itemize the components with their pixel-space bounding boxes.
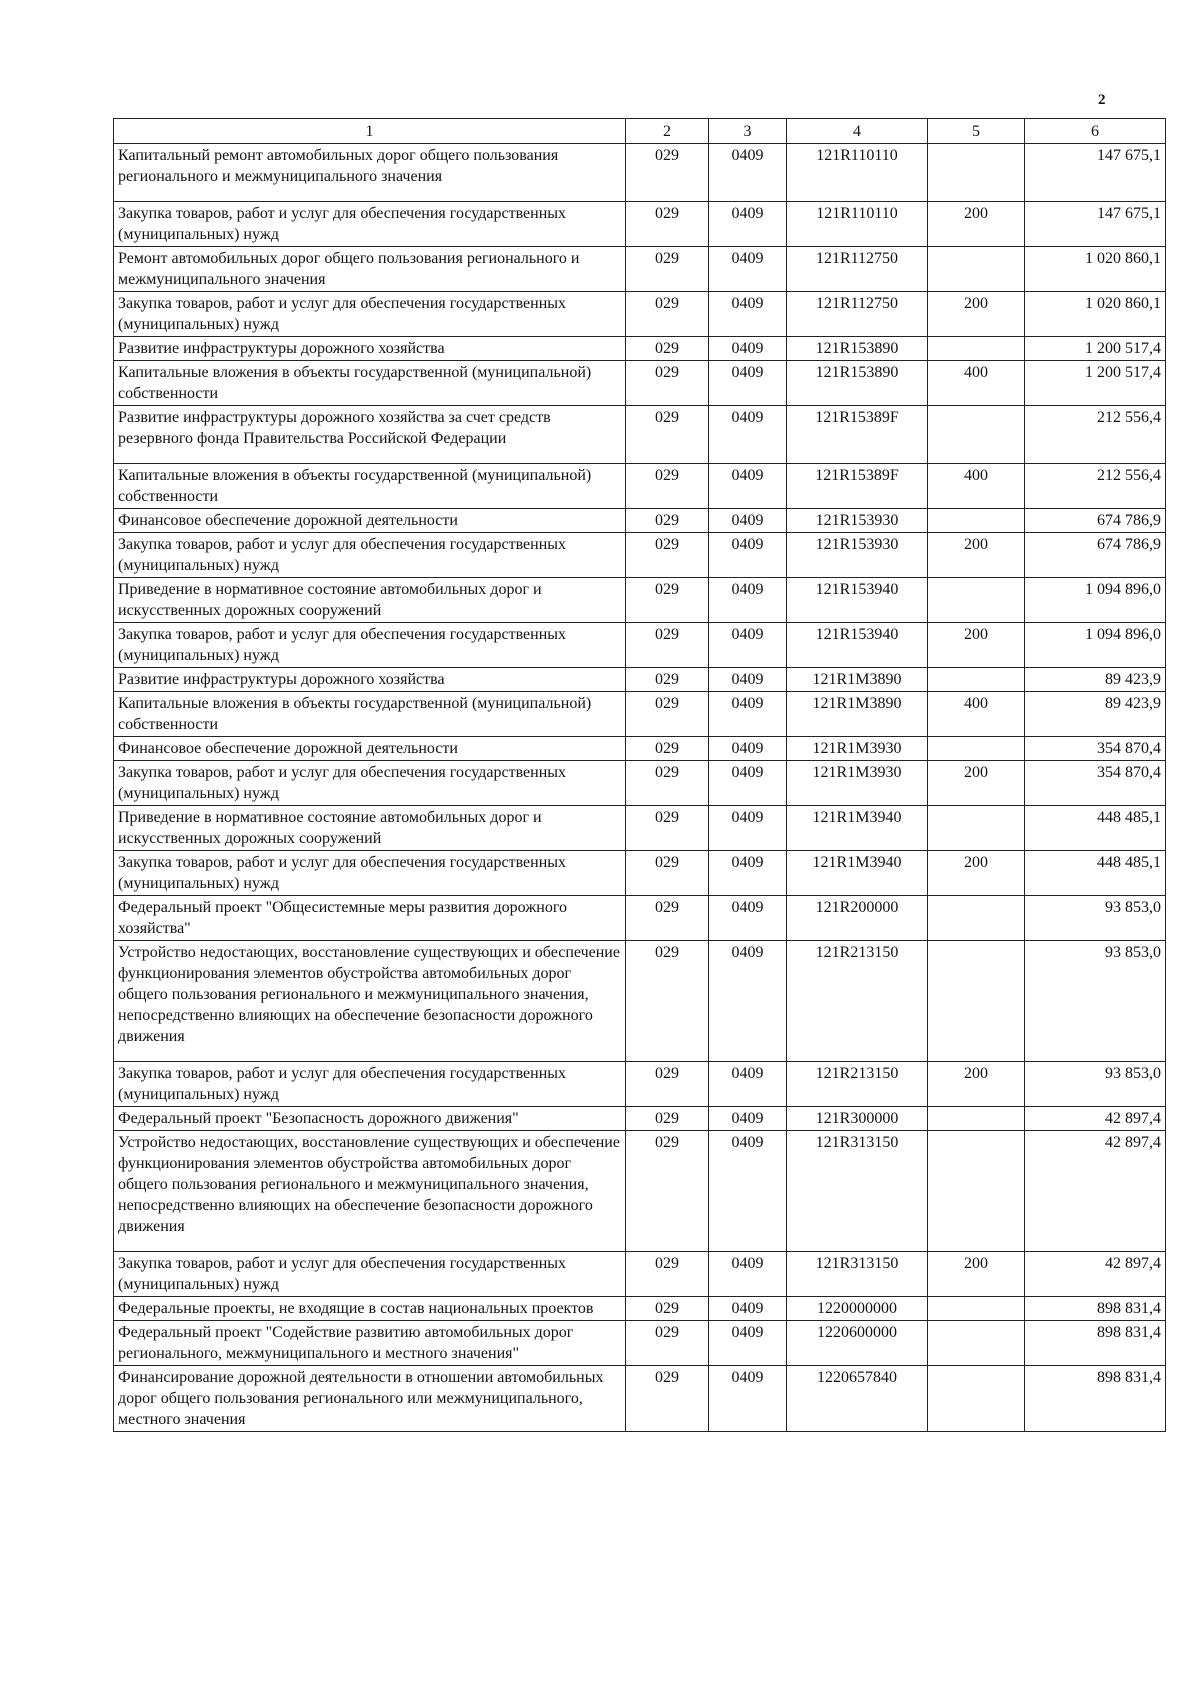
table-row bbox=[114, 464, 1166, 509]
row-target-article-cell: 121R15389F bbox=[787, 464, 928, 509]
row-target-article-cell: 121R313150 bbox=[787, 1252, 928, 1297]
row-expense-type-cell bbox=[928, 1107, 1025, 1131]
row-target-article-cell: 121R112750 bbox=[787, 292, 928, 337]
row-section-code-cell: 0409 bbox=[709, 1297, 787, 1321]
row-name-cell: Развитие инфраструктуры дорожного хозяйства bbox=[114, 668, 626, 692]
row-target-article-cell: 121R300000 bbox=[787, 1107, 928, 1131]
row-name-cell: Федеральные проекты, не входящие в состав национальных проектов bbox=[114, 1297, 626, 1321]
row-target-article-cell: 121R153930 bbox=[787, 509, 928, 533]
column-header: 5 bbox=[928, 119, 1025, 144]
row-name-cell: Закупка товаров, работ и услуг для обеспечения государственных (муниципальных) нужд bbox=[114, 292, 626, 337]
table-row bbox=[114, 623, 1166, 668]
row-expense-type-cell bbox=[928, 509, 1025, 533]
table-row bbox=[114, 737, 1166, 761]
budget-table bbox=[113, 118, 1166, 1432]
row-amount-cell: 1 094 896,0 bbox=[1025, 623, 1166, 668]
row-target-article-cell: 121R110110 bbox=[787, 202, 928, 247]
column-header: 4 bbox=[787, 119, 928, 144]
row-name-cell: Капитальный ремонт автомобильных дорог общего пользования регионального и межмуниципального значения bbox=[114, 144, 626, 202]
table-row bbox=[114, 578, 1166, 623]
table-row bbox=[114, 1321, 1166, 1366]
table-row bbox=[114, 247, 1166, 292]
row-amount-cell: 93 853,0 bbox=[1025, 941, 1166, 1062]
table-body bbox=[114, 144, 1166, 1432]
row-expense-type-cell: 200 bbox=[928, 533, 1025, 578]
row-amount-cell: 898 831,4 bbox=[1025, 1297, 1166, 1321]
row-target-article-cell: 121R153930 bbox=[787, 533, 928, 578]
row-target-article-cell: 1220657840 bbox=[787, 1366, 928, 1432]
row-section-code-cell: 0409 bbox=[709, 668, 787, 692]
row-ministry-code-cell: 029 bbox=[626, 1366, 709, 1432]
row-name-cell: Приведение в нормативное состояние автомобильных дорог и искусственных дорожных сооружений bbox=[114, 578, 626, 623]
row-name-cell: Федеральный проект "Общесистемные меры развития дорожного хозяйства" bbox=[114, 896, 626, 941]
row-ministry-code-cell: 029 bbox=[626, 1062, 709, 1107]
row-expense-type-cell bbox=[928, 1131, 1025, 1252]
row-ministry-code-cell: 029 bbox=[626, 737, 709, 761]
row-ministry-code-cell: 029 bbox=[626, 464, 709, 509]
table-row bbox=[114, 1107, 1166, 1131]
row-name-cell: Ремонт автомобильных дорог общего пользования регионального и межмуниципального значения bbox=[114, 247, 626, 292]
page-number: 2 bbox=[1098, 92, 1106, 108]
row-section-code-cell: 0409 bbox=[709, 202, 787, 247]
row-target-article-cell: 121R15389F bbox=[787, 406, 928, 464]
row-ministry-code-cell: 029 bbox=[626, 806, 709, 851]
table-row bbox=[114, 292, 1166, 337]
table-row bbox=[114, 202, 1166, 247]
row-name-cell: Устройство недостающих, восстановление существующих и обеспечение функционирования элементов обустройства автомобильных дорог общего пользования регионального и межмуниципального значения, непосредственно влияющих на обеспечение безопасности дорожного движения bbox=[114, 1131, 626, 1252]
row-section-code-cell: 0409 bbox=[709, 1131, 787, 1252]
row-target-article-cell: 121R1M3930 bbox=[787, 761, 928, 806]
row-ministry-code-cell: 029 bbox=[626, 896, 709, 941]
row-amount-cell: 448 485,1 bbox=[1025, 806, 1166, 851]
row-target-article-cell: 121R1M3890 bbox=[787, 668, 928, 692]
row-expense-type-cell bbox=[928, 1321, 1025, 1366]
row-section-code-cell: 0409 bbox=[709, 144, 787, 202]
row-amount-cell: 42 897,4 bbox=[1025, 1131, 1166, 1252]
row-target-article-cell: 121R153940 bbox=[787, 578, 928, 623]
column-header: 3 bbox=[709, 119, 787, 144]
row-amount-cell: 93 853,0 bbox=[1025, 896, 1166, 941]
row-ministry-code-cell: 029 bbox=[626, 692, 709, 737]
row-amount-cell: 89 423,9 bbox=[1025, 692, 1166, 737]
row-ministry-code-cell: 029 bbox=[626, 202, 709, 247]
table-row bbox=[114, 1131, 1166, 1252]
row-expense-type-cell bbox=[928, 668, 1025, 692]
table-row bbox=[114, 1252, 1166, 1297]
row-section-code-cell: 0409 bbox=[709, 761, 787, 806]
row-ministry-code-cell: 029 bbox=[626, 533, 709, 578]
row-expense-type-cell: 200 bbox=[928, 761, 1025, 806]
row-ministry-code-cell: 029 bbox=[626, 1107, 709, 1131]
table-row bbox=[114, 896, 1166, 941]
table-row bbox=[114, 761, 1166, 806]
row-target-article-cell: 121R200000 bbox=[787, 896, 928, 941]
row-amount-cell: 42 897,4 bbox=[1025, 1107, 1166, 1131]
row-expense-type-cell: 200 bbox=[928, 851, 1025, 896]
row-name-cell: Закупка товаров, работ и услуг для обеспечения государственных (муниципальных) нужд bbox=[114, 761, 626, 806]
row-amount-cell: 42 897,4 bbox=[1025, 1252, 1166, 1297]
row-expense-type-cell bbox=[928, 247, 1025, 292]
table-row bbox=[114, 361, 1166, 406]
row-amount-cell: 898 831,4 bbox=[1025, 1366, 1166, 1432]
row-name-cell: Закупка товаров, работ и услуг для обеспечения государственных (муниципальных) нужд bbox=[114, 1062, 626, 1107]
row-ministry-code-cell: 029 bbox=[626, 761, 709, 806]
row-target-article-cell: 121R213150 bbox=[787, 941, 928, 1062]
row-expense-type-cell bbox=[928, 941, 1025, 1062]
row-ministry-code-cell: 029 bbox=[626, 292, 709, 337]
table-row bbox=[114, 144, 1166, 202]
table-row bbox=[114, 668, 1166, 692]
row-section-code-cell: 0409 bbox=[709, 361, 787, 406]
row-expense-type-cell bbox=[928, 337, 1025, 361]
row-amount-cell: 1 094 896,0 bbox=[1025, 578, 1166, 623]
row-expense-type-cell bbox=[928, 578, 1025, 623]
row-expense-type-cell: 200 bbox=[928, 292, 1025, 337]
row-target-article-cell: 121R213150 bbox=[787, 1062, 928, 1107]
row-ministry-code-cell: 029 bbox=[626, 144, 709, 202]
row-ministry-code-cell: 029 bbox=[626, 406, 709, 464]
row-expense-type-cell: 400 bbox=[928, 361, 1025, 406]
row-section-code-cell: 0409 bbox=[709, 1321, 787, 1366]
row-ministry-code-cell: 029 bbox=[626, 247, 709, 292]
row-name-cell: Финансовое обеспечение дорожной деятельности bbox=[114, 509, 626, 533]
header-row bbox=[114, 119, 1166, 144]
row-name-cell: Финансирование дорожной деятельности в отношении автомобильных дорог общего пользования регионального или межмуниципального, местного значения bbox=[114, 1366, 626, 1432]
row-target-article-cell: 121R1M3930 bbox=[787, 737, 928, 761]
row-amount-cell: 93 853,0 bbox=[1025, 1062, 1166, 1107]
row-target-article-cell: 121R153940 bbox=[787, 623, 928, 668]
row-target-article-cell: 121R1M3940 bbox=[787, 806, 928, 851]
row-section-code-cell: 0409 bbox=[709, 1107, 787, 1131]
row-section-code-cell: 0409 bbox=[709, 806, 787, 851]
table-row bbox=[114, 406, 1166, 464]
row-section-code-cell: 0409 bbox=[709, 623, 787, 668]
row-target-article-cell: 1220000000 bbox=[787, 1297, 928, 1321]
row-section-code-cell: 0409 bbox=[709, 896, 787, 941]
row-section-code-cell: 0409 bbox=[709, 851, 787, 896]
row-target-article-cell: 121R1M3940 bbox=[787, 851, 928, 896]
table-row bbox=[114, 941, 1166, 1062]
row-ministry-code-cell: 029 bbox=[626, 623, 709, 668]
table-row bbox=[114, 509, 1166, 533]
table-row bbox=[114, 692, 1166, 737]
row-amount-cell: 674 786,9 bbox=[1025, 509, 1166, 533]
row-section-code-cell: 0409 bbox=[709, 1252, 787, 1297]
row-amount-cell: 354 870,4 bbox=[1025, 761, 1166, 806]
row-section-code-cell: 0409 bbox=[709, 1366, 787, 1432]
row-ministry-code-cell: 029 bbox=[626, 337, 709, 361]
row-name-cell: Закупка товаров, работ и услуг для обеспечения государственных (муниципальных) нужд bbox=[114, 202, 626, 247]
row-expense-type-cell: 200 bbox=[928, 1252, 1025, 1297]
table-row bbox=[114, 1062, 1166, 1107]
row-section-code-cell: 0409 bbox=[709, 509, 787, 533]
row-expense-type-cell: 400 bbox=[928, 464, 1025, 509]
row-name-cell: Развитие инфраструктуры дорожного хозяйства bbox=[114, 337, 626, 361]
table-row bbox=[114, 533, 1166, 578]
row-expense-type-cell: 400 bbox=[928, 692, 1025, 737]
row-target-article-cell: 121R110110 bbox=[787, 144, 928, 202]
row-expense-type-cell bbox=[928, 896, 1025, 941]
row-ministry-code-cell: 029 bbox=[626, 668, 709, 692]
column-header: 6 bbox=[1025, 119, 1166, 144]
row-amount-cell: 147 675,1 bbox=[1025, 144, 1166, 202]
row-amount-cell: 89 423,9 bbox=[1025, 668, 1166, 692]
row-ministry-code-cell: 029 bbox=[626, 941, 709, 1062]
row-ministry-code-cell: 029 bbox=[626, 578, 709, 623]
row-amount-cell: 1 200 517,4 bbox=[1025, 337, 1166, 361]
row-name-cell: Устройство недостающих, восстановление существующих и обеспечение функционирования элементов обустройства автомобильных дорог общего пользования регионального и межмуниципального значения, непосредственно влияющих на обеспечение безопасности дорожного движения bbox=[114, 941, 626, 1062]
table-row bbox=[114, 337, 1166, 361]
row-name-cell: Финансовое обеспечение дорожной деятельности bbox=[114, 737, 626, 761]
row-name-cell: Закупка товаров, работ и услуг для обеспечения государственных (муниципальных) нужд bbox=[114, 623, 626, 668]
row-target-article-cell: 121R313150 bbox=[787, 1131, 928, 1252]
row-expense-type-cell: 200 bbox=[928, 623, 1025, 668]
row-expense-type-cell bbox=[928, 806, 1025, 851]
row-ministry-code-cell: 029 bbox=[626, 1131, 709, 1252]
row-ministry-code-cell: 029 bbox=[626, 509, 709, 533]
row-name-cell: Закупка товаров, работ и услуг для обеспечения государственных (муниципальных) нужд bbox=[114, 851, 626, 896]
row-ministry-code-cell: 029 bbox=[626, 361, 709, 406]
row-name-cell: Закупка товаров, работ и услуг для обеспечения государственных (муниципальных) нужд bbox=[114, 533, 626, 578]
row-amount-cell: 354 870,4 bbox=[1025, 737, 1166, 761]
column-header: 2 bbox=[626, 119, 709, 144]
row-name-cell: Федеральный проект "Безопасность дорожного движения" bbox=[114, 1107, 626, 1131]
row-target-article-cell: 121R153890 bbox=[787, 337, 928, 361]
row-section-code-cell: 0409 bbox=[709, 692, 787, 737]
row-amount-cell: 1 020 860,1 bbox=[1025, 292, 1166, 337]
row-name-cell: Развитие инфраструктуры дорожного хозяйства за счет средств резервного фонда Правительства Российской Федерации bbox=[114, 406, 626, 464]
row-amount-cell: 212 556,4 bbox=[1025, 464, 1166, 509]
row-expense-type-cell bbox=[928, 1366, 1025, 1432]
row-ministry-code-cell: 029 bbox=[626, 1321, 709, 1366]
row-section-code-cell: 0409 bbox=[709, 337, 787, 361]
row-amount-cell: 674 786,9 bbox=[1025, 533, 1166, 578]
row-amount-cell: 147 675,1 bbox=[1025, 202, 1166, 247]
row-ministry-code-cell: 029 bbox=[626, 1297, 709, 1321]
row-name-cell: Приведение в нормативное состояние автомобильных дорог и искусственных дорожных сооружений bbox=[114, 806, 626, 851]
table-row bbox=[114, 1297, 1166, 1321]
row-expense-type-cell bbox=[928, 144, 1025, 202]
row-amount-cell: 1 200 517,4 bbox=[1025, 361, 1166, 406]
row-amount-cell: 448 485,1 bbox=[1025, 851, 1166, 896]
row-section-code-cell: 0409 bbox=[709, 737, 787, 761]
row-name-cell: Капитальные вложения в объекты государственной (муниципальной) собственности bbox=[114, 464, 626, 509]
row-section-code-cell: 0409 bbox=[709, 406, 787, 464]
row-name-cell: Капитальные вложения в объекты государственной (муниципальной) собственности bbox=[114, 361, 626, 406]
row-target-article-cell: 121R1M3890 bbox=[787, 692, 928, 737]
row-section-code-cell: 0409 bbox=[709, 292, 787, 337]
row-section-code-cell: 0409 bbox=[709, 578, 787, 623]
row-section-code-cell: 0409 bbox=[709, 1062, 787, 1107]
row-expense-type-cell bbox=[928, 737, 1025, 761]
row-name-cell: Капитальные вложения в объекты государственной (муниципальной) собственности bbox=[114, 692, 626, 737]
row-amount-cell: 898 831,4 bbox=[1025, 1321, 1166, 1366]
row-section-code-cell: 0409 bbox=[709, 533, 787, 578]
row-target-article-cell: 121R112750 bbox=[787, 247, 928, 292]
row-expense-type-cell: 200 bbox=[928, 202, 1025, 247]
row-ministry-code-cell: 029 bbox=[626, 1252, 709, 1297]
row-section-code-cell: 0409 bbox=[709, 941, 787, 1062]
row-expense-type-cell bbox=[928, 1297, 1025, 1321]
row-expense-type-cell bbox=[928, 406, 1025, 464]
row-name-cell: Закупка товаров, работ и услуг для обеспечения государственных (муниципальных) нужд bbox=[114, 1252, 626, 1297]
row-amount-cell: 212 556,4 bbox=[1025, 406, 1166, 464]
row-ministry-code-cell: 029 bbox=[626, 851, 709, 896]
row-target-article-cell: 121R153890 bbox=[787, 361, 928, 406]
row-section-code-cell: 0409 bbox=[709, 464, 787, 509]
row-name-cell: Федеральный проект "Содействие развитию автомобильных дорог регионального, межмуниципального и местного значения" bbox=[114, 1321, 626, 1366]
row-target-article-cell: 1220600000 bbox=[787, 1321, 928, 1366]
row-amount-cell: 1 020 860,1 bbox=[1025, 247, 1166, 292]
table-row bbox=[114, 806, 1166, 851]
row-section-code-cell: 0409 bbox=[709, 247, 787, 292]
column-header: 1 bbox=[114, 119, 626, 144]
table-row bbox=[114, 851, 1166, 896]
row-expense-type-cell: 200 bbox=[928, 1062, 1025, 1107]
table-row bbox=[114, 1366, 1166, 1432]
